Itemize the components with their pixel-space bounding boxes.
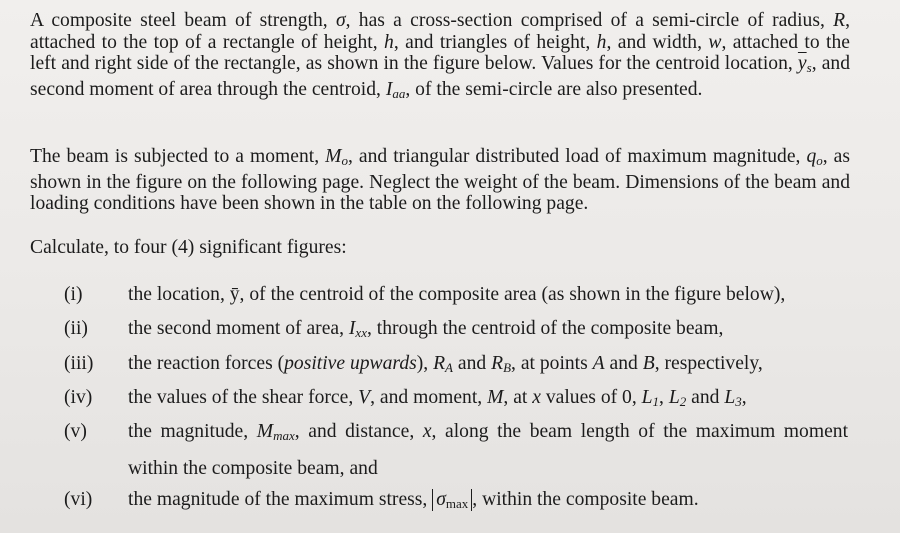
item-text: the magnitude, $M_{max}$, and distance, x, along the beam length of the maximum moment within the composite beam, and bbox=[128, 421, 849, 479]
item-text: the location, ȳ, of the centroid of the composite area (as shown in the figure below), bbox=[128, 284, 786, 305]
item-number: (vi) bbox=[64, 489, 93, 510]
item-number: (iii) bbox=[64, 353, 94, 374]
item-text: the reaction forces (positive upwards), $R_A$ and $R_B$, at points A and B, respectively, bbox=[128, 353, 763, 375]
abs-sigma-max: $\sigma_{max}$ bbox=[432, 489, 472, 511]
paragraph-calculate-instruction: Calculate, to four (4) significant figures: bbox=[30, 237, 347, 258]
paragraph-beam-description: A composite steel beam of strength, σ, has a cross-section comprised of a semi-circle of radius, R, attached to the top of a rectangle of height, h, and triangles of height, h, and width, w, attached to the left and right side of the rectangle, as shown in the figure below. Values for the centroid location, $\overline{y}_s$, and second moment of area through the centroid, $I_{aa}$, of the semi-circle are also presented. bbox=[30, 10, 850, 101]
item-number: (v) bbox=[64, 421, 87, 442]
item-number: (iv) bbox=[64, 387, 93, 408]
item-number: (i) bbox=[64, 284, 83, 305]
item-text: the second moment of area, $I_{xx}$, through the centroid of the composite beam, bbox=[128, 318, 724, 340]
paragraph-loading: The beam is subjected to a moment, $M_o$, and triangular distributed load of maximum magnitude, $q_o$, as shown in the figure on the following page. Neglect the weight of the beam. Dimensions of the beam and loading conditions have been shown in the table on the following page. bbox=[30, 146, 851, 214]
item-text: the magnitude of the maximum stress, $\sigma_{max}$ , within the composite beam. bbox=[128, 489, 699, 511]
item-number: (ii) bbox=[64, 318, 88, 339]
item-text: the values of the shear force, V, and moment, M, at x values of 0, $L_1$, $L_2$ and $L_3$, bbox=[128, 387, 747, 409]
